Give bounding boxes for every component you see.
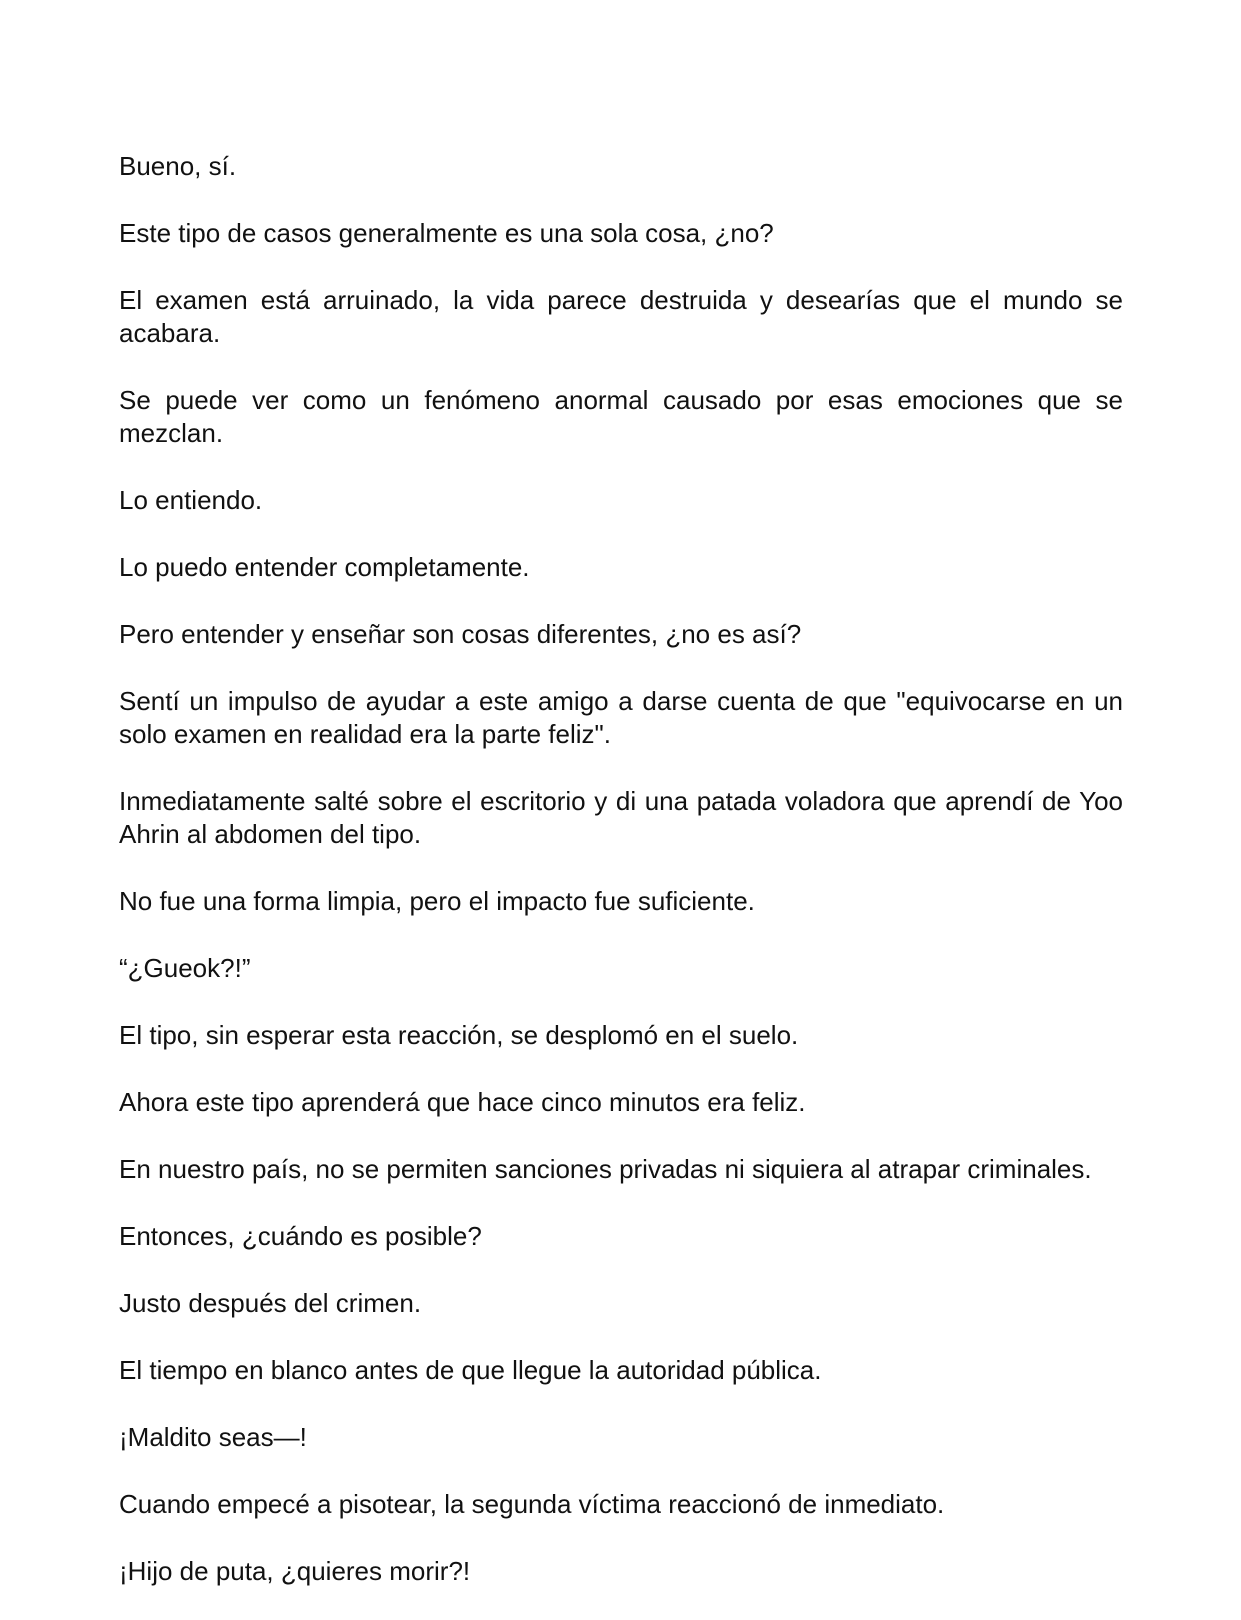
- dialogue-line: ¡Maldito seas—!: [119, 1422, 307, 1452]
- paragraph: Se puede ver como un fenómeno anormal causado por esas emociones que se mezclan.: [119, 385, 1123, 448]
- paragraph: El tipo, sin esperar esta reacción, se desplomó en el suelo.: [119, 1020, 799, 1050]
- paragraph: Cuando empecé a pisotear, la segunda víctima reaccionó de inmediato.: [119, 1489, 945, 1519]
- paragraph: Sentí un impulso de ayudar a este amigo a darse cuenta de que "equivocarse en un solo examen en realidad era la parte feliz".: [119, 686, 1123, 749]
- paragraph: Justo después del crimen.: [119, 1288, 422, 1318]
- paragraph: Inmediatamente salté sobre el escritorio y di una patada voladora que aprendí de Yoo Ahrin al abdomen del tipo.: [119, 786, 1123, 849]
- paragraph: Pero entender y enseñar son cosas diferentes, ¿no es así?: [119, 619, 802, 649]
- paragraph: El tiempo en blanco antes de que llegue la autoridad pública.: [119, 1355, 822, 1385]
- paragraph: Lo entiendo.: [119, 485, 263, 515]
- paragraph: Entonces, ¿cuándo es posible?: [119, 1221, 482, 1251]
- document-body: [119, 150, 1123, 1588]
- paragraph: Este tipo de casos generalmente es una sola cosa, ¿no?: [119, 218, 774, 248]
- paragraph: Lo puedo entender completamente.: [119, 552, 530, 582]
- paragraph: Ahora este tipo aprenderá que hace cinco minutos era feliz.: [119, 1087, 806, 1117]
- paragraph: Bueno, sí.: [119, 151, 237, 181]
- dialogue-line: “¿Gueok?!”: [119, 953, 251, 983]
- dialogue-line: ¡Hijo de puta, ¿quieres morir?!: [119, 1556, 471, 1586]
- paragraph: El examen está arruinado, la vida parece destruida y desearías que el mundo se acabara.: [119, 285, 1123, 348]
- paragraph: En nuestro país, no se permiten sanciones privadas ni siquiera al atrapar criminales.: [119, 1154, 1092, 1184]
- paragraph: No fue una forma limpia, pero el impacto fue suficiente.: [119, 886, 755, 916]
